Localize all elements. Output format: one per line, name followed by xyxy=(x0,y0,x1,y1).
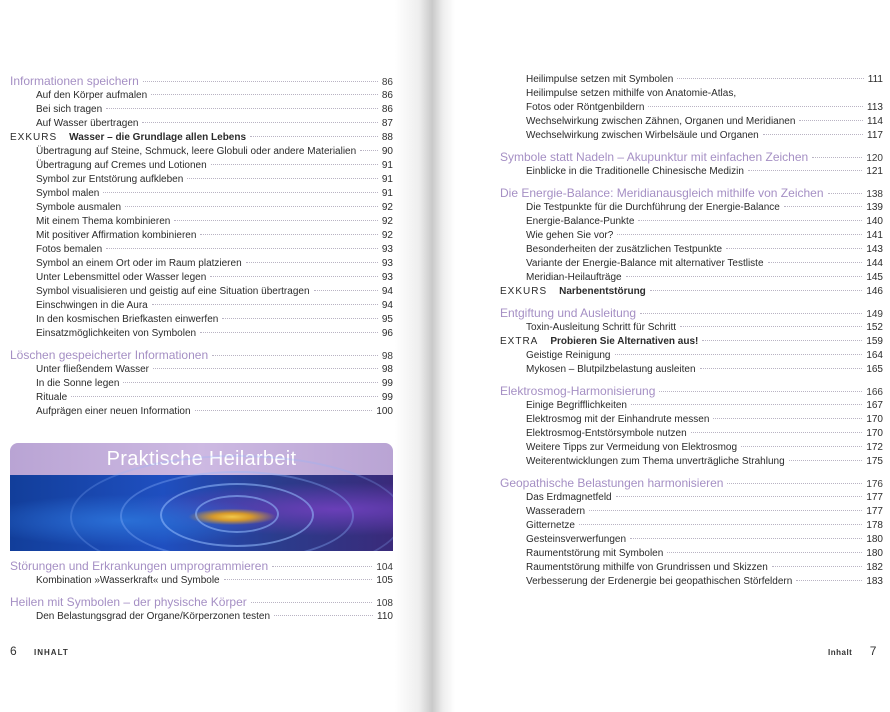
page-number: 105 xyxy=(376,575,393,586)
leader-dots xyxy=(250,136,378,137)
toc-entry[interactable] xyxy=(500,533,883,547)
footer-page-number: 7 xyxy=(869,644,877,658)
page-number: 159 xyxy=(866,336,883,347)
page-number: 143 xyxy=(866,244,883,255)
page-number: 108 xyxy=(376,598,393,609)
toc-entry-title: Wechselwirkung zwischen Wirbelsäule und Organen xyxy=(526,130,759,141)
toc-entry-title: Das Erdmagnetfeld xyxy=(526,492,612,503)
page-number: 141 xyxy=(866,230,883,241)
leader-dots xyxy=(784,206,862,207)
toc-entry[interactable] xyxy=(500,101,883,115)
banner-title: Praktische Heilarbeit xyxy=(10,443,393,475)
toc-entry[interactable] xyxy=(500,115,883,129)
toc-entry[interactable] xyxy=(500,321,883,335)
page-number: 91 xyxy=(381,188,393,199)
toc-heading-title: Informationen speichern xyxy=(10,74,139,88)
page-number: 146 xyxy=(866,286,883,297)
toc-entry-title: Auf den Körper aufmalen xyxy=(36,90,148,101)
page-number: 110 xyxy=(377,611,393,622)
toc-entry[interactable] xyxy=(500,243,883,257)
toc-left-top xyxy=(10,73,393,419)
page-number: 86 xyxy=(381,77,393,88)
page-number: 165 xyxy=(866,364,883,375)
leader-dots xyxy=(799,120,863,121)
toc-entry[interactable] xyxy=(10,215,393,229)
leader-dots xyxy=(630,538,862,539)
toc-entry[interactable] xyxy=(500,349,883,363)
toc-heading-title: Die Energie-Balance: Meridianausgleich mithilfe von Zeichen xyxy=(500,186,824,200)
leader-dots xyxy=(579,524,862,525)
toc-heading[interactable] xyxy=(500,305,883,321)
leader-dots xyxy=(748,170,862,171)
leader-dots xyxy=(152,304,378,305)
leader-dots xyxy=(626,276,863,277)
toc-entry[interactable] xyxy=(500,399,883,413)
page-number: 167 xyxy=(866,400,883,411)
page-number: 93 xyxy=(381,272,393,283)
leader-dots xyxy=(796,580,862,581)
leader-dots xyxy=(224,579,373,580)
toc-entry-title: Wasser – die Grundlage allen Lebens xyxy=(69,132,247,143)
page-number: 92 xyxy=(381,202,393,213)
page-number: 90 xyxy=(381,146,393,157)
toc-entry[interactable] xyxy=(500,519,883,533)
leader-dots xyxy=(211,164,378,165)
toc-entry[interactable] xyxy=(10,363,393,377)
leader-dots xyxy=(763,134,863,135)
toc-entry[interactable] xyxy=(500,547,883,561)
leader-dots xyxy=(123,382,377,383)
leader-dots xyxy=(700,368,863,369)
toc-entry-title: Symbol an einem Ort oder im Raum platzieren xyxy=(36,258,242,269)
toc-entry-title: Fotos bemalen xyxy=(36,244,103,255)
toc-entry[interactable] xyxy=(500,165,883,179)
toc-entry[interactable] xyxy=(10,271,393,285)
leader-dots xyxy=(789,460,863,461)
leader-dots xyxy=(741,446,862,447)
book-gutter xyxy=(395,0,455,712)
leader-dots xyxy=(251,602,373,603)
toc-entry[interactable] xyxy=(500,73,883,87)
page-number: 92 xyxy=(381,216,393,227)
toc-entry-title: Raumentstörung mit Symbolen xyxy=(526,548,664,559)
leader-dots xyxy=(640,313,862,314)
page-number: 114 xyxy=(867,116,883,127)
toc-entry[interactable] xyxy=(10,257,393,271)
page-number: 180 xyxy=(866,548,883,559)
toc-entry-title: Einige Begrifflichkeiten xyxy=(526,400,627,411)
leader-dots xyxy=(680,326,862,327)
leader-dots xyxy=(667,552,862,553)
toc-entry[interactable] xyxy=(10,117,393,131)
left-footer xyxy=(10,644,69,658)
toc-heading-title: Heilen mit Symbolen – der physische Körper xyxy=(10,595,247,609)
toc-entry-title: Übertragung auf Steine, Schmuck, leere Globuli oder andere Materialien xyxy=(36,146,357,157)
toc-entry-title: Heilimpulse setzen mit Symbolen xyxy=(526,74,674,85)
page-number: 138 xyxy=(866,189,883,200)
leader-dots xyxy=(200,332,378,333)
toc-entry-title: Wechselwirkung zwischen Zähnen, Organen und Meridianen xyxy=(526,116,796,127)
toc-entry-title: Weiterentwicklungen zum Thema unverträgliche Strahlung xyxy=(526,456,785,467)
toc-entry-title: Heilimpulse setzen mithilfe von Anatomie-Atlas, xyxy=(526,88,737,99)
page-number: 100 xyxy=(376,406,393,417)
toc-entry[interactable] xyxy=(500,201,883,215)
leader-dots xyxy=(187,178,378,179)
leader-dots xyxy=(631,404,862,405)
page-number: 104 xyxy=(376,562,393,573)
page-number: 86 xyxy=(381,90,393,101)
page-number: 111 xyxy=(867,74,883,85)
leader-dots xyxy=(768,262,863,263)
toc-exkurs[interactable] xyxy=(10,131,393,145)
toc-entry-title: Toxin-Ausleitung Schritt für Schritt xyxy=(526,322,677,333)
toc-entry-title: Mit positiver Affirmation kombinieren xyxy=(36,230,197,241)
toc-entry-title: Symbol zur Entstörung aufkleben xyxy=(36,174,184,185)
page-number: 98 xyxy=(381,364,393,375)
toc-entry-title: Die Testpunkte für die Durchführung der Energie-Balance xyxy=(526,202,780,213)
toc-entry[interactable] xyxy=(10,187,393,201)
toc-entry-title: Auf Wasser übertragen xyxy=(36,118,139,129)
toc-entry-title: In die Sonne legen xyxy=(36,378,120,389)
toc-heading-title: Elektrosmog-Harmonisierung xyxy=(500,384,656,398)
toc-entry-title: Elektrosmog mit der Einhandrute messen xyxy=(526,414,710,425)
toc-entry-title: Einschwingen in die Aura xyxy=(36,300,148,311)
toc-entry-title: Verbesserung der Erdenergie bei geopathischen Störfeldern xyxy=(526,576,793,587)
toc-entry-title: Elektrosmog-Entstörsymbole nutzen xyxy=(526,428,687,439)
toc-right xyxy=(500,73,883,589)
page-number: 91 xyxy=(381,160,393,171)
toc-entry[interactable] xyxy=(500,229,883,243)
toc-entry[interactable] xyxy=(10,243,393,257)
extra-tag: EXTRA xyxy=(500,336,539,347)
toc-entry-title: Unter fließendem Wasser xyxy=(36,364,149,375)
footer-label: Inhalt xyxy=(828,648,853,657)
toc-entry[interactable] xyxy=(10,173,393,187)
toc-entry-title: Unter Lebensmittel oder Wasser legen xyxy=(36,272,207,283)
toc-entry-title: Probieren Sie Alternativen aus! xyxy=(550,336,699,347)
leader-dots xyxy=(195,410,373,411)
leader-dots xyxy=(726,248,862,249)
page-number: 172 xyxy=(866,442,883,453)
page-number: 180 xyxy=(866,534,883,545)
toc-entry[interactable] xyxy=(500,271,883,285)
toc-entry-title: Symbole ausmalen xyxy=(36,202,122,213)
toc-heading[interactable] xyxy=(10,73,393,89)
toc-entry[interactable] xyxy=(10,610,393,624)
toc-entry-title: Einsatzmöglichkeiten von Symbolen xyxy=(36,328,197,339)
toc-entry[interactable] xyxy=(500,87,883,101)
section-banner xyxy=(10,443,393,551)
leader-dots xyxy=(151,94,378,95)
page-number: 177 xyxy=(866,506,883,517)
page-number: 113 xyxy=(867,102,883,113)
toc-entry-title: Bei sich tragen xyxy=(36,104,103,115)
toc-entry-title: Rituale xyxy=(36,392,68,403)
toc-heading-title: Symbole statt Nadeln – Akupunktur mit einfachen Zeichen xyxy=(500,150,809,164)
toc-heading[interactable] xyxy=(500,149,883,165)
toc-entry-title: Energie-Balance-Punkte xyxy=(526,216,635,227)
toc-heading[interactable] xyxy=(10,594,393,610)
leader-dots xyxy=(615,354,863,355)
toc-entry-title: Kombination »Wasserkraft« und Symbole xyxy=(36,575,220,586)
toc-entry-title: Übertragung auf Cremes und Lotionen xyxy=(36,160,207,171)
leader-dots xyxy=(314,290,378,291)
toc-entry-title: Meridian-Heilaufträge xyxy=(526,272,622,283)
toc-entry[interactable] xyxy=(500,427,883,441)
page-number: 93 xyxy=(381,244,393,255)
page-number: 176 xyxy=(866,479,883,490)
toc-extra[interactable] xyxy=(500,335,883,349)
page-number: 145 xyxy=(866,272,883,283)
toc-heading[interactable] xyxy=(500,475,883,491)
toc-entry[interactable] xyxy=(10,405,393,419)
page-number: 182 xyxy=(866,562,883,573)
leader-dots xyxy=(677,78,864,79)
toc-heading[interactable] xyxy=(500,383,883,399)
page-number: 183 xyxy=(866,576,883,587)
toc-entry-title: Mykosen – Blutpilzbelastung ausleiten xyxy=(526,364,696,375)
toc-entry-title: In den kosmischen Briefkasten einwerfen xyxy=(36,314,219,325)
page-number: 152 xyxy=(866,322,883,333)
toc-entry[interactable] xyxy=(500,455,883,469)
toc-entry-title: Besonderheiten der zusätzlichen Testpunkte xyxy=(526,244,723,255)
leader-dots xyxy=(106,248,378,249)
page-number: 164 xyxy=(866,350,883,361)
leader-dots xyxy=(210,276,378,277)
toc-entry-title: Aufprägen einer neuen Information xyxy=(36,406,191,417)
page-number: 88 xyxy=(381,132,393,143)
leader-dots xyxy=(153,368,378,369)
leader-dots xyxy=(772,566,863,567)
leader-dots xyxy=(812,157,862,158)
leader-dots xyxy=(272,566,372,567)
leader-dots xyxy=(106,108,378,109)
toc-entry[interactable] xyxy=(500,441,883,455)
leader-dots xyxy=(142,122,377,123)
page-number: 98 xyxy=(381,351,393,362)
leader-dots xyxy=(617,234,862,235)
toc-entry[interactable] xyxy=(500,257,883,271)
right-footer xyxy=(828,644,876,658)
toc-entry[interactable] xyxy=(10,574,393,588)
toc-entry-title: Mit einem Thema kombinieren xyxy=(36,216,171,227)
toc-entry[interactable] xyxy=(10,103,393,117)
page-number: 99 xyxy=(381,392,393,403)
toc-entry-title: Den Belastungsgrad der Organe/Körperzonen testen xyxy=(36,611,271,622)
toc-entry[interactable] xyxy=(500,129,883,143)
toc-entry-title: Wasseradern xyxy=(526,506,586,517)
leader-dots xyxy=(143,81,378,82)
page-number: 96 xyxy=(381,328,393,339)
toc-entry-title: Raumentstörung mithilfe von Grundrissen und Skizzen xyxy=(526,562,768,573)
toc-entry[interactable] xyxy=(10,327,393,341)
page-number: 91 xyxy=(381,174,393,185)
toc-entry[interactable] xyxy=(10,299,393,313)
toc-heading-title: Störungen und Erkrankungen umprogrammieren xyxy=(10,559,269,573)
toc-entry-title: Symbol malen xyxy=(36,188,100,199)
toc-entry[interactable] xyxy=(10,285,393,299)
page-number: 166 xyxy=(866,387,883,398)
leader-dots xyxy=(174,220,378,221)
toc-entry[interactable] xyxy=(10,229,393,243)
toc-entry-title: Geistige Reinigung xyxy=(526,350,611,361)
water-ripple-image xyxy=(10,475,393,551)
toc-entry-title: Symbol visualisieren und geistig auf eine Situation übertragen xyxy=(36,286,310,297)
page-number: 177 xyxy=(866,492,883,503)
toc-heading-title: Löschen gespeicherter Informationen xyxy=(10,348,209,362)
leader-dots xyxy=(648,106,863,107)
leader-dots xyxy=(360,150,378,151)
page-number: 140 xyxy=(866,216,883,227)
leader-dots xyxy=(727,483,862,484)
toc-entry[interactable] xyxy=(10,89,393,103)
toc-entry-title: Fotos oder Röntgenbildern xyxy=(526,102,645,113)
leader-dots xyxy=(650,290,863,291)
leader-dots xyxy=(222,318,378,319)
exkurs-tag: EXKURS xyxy=(500,286,548,297)
toc-heading-title: Entgiftung und Ausleitung xyxy=(500,306,637,320)
toc-entry[interactable] xyxy=(10,201,393,215)
page-number: 178 xyxy=(866,520,883,531)
page-number: 87 xyxy=(381,118,393,129)
toc-entry-title: Einblicke in die Traditionelle Chinesische Medizin xyxy=(526,166,744,177)
page-number: 94 xyxy=(381,286,393,297)
toc-entry-title: Wie gehen Sie vor? xyxy=(526,230,614,241)
toc-entry[interactable] xyxy=(500,215,883,229)
page-number: 144 xyxy=(866,258,883,269)
leader-dots xyxy=(103,192,378,193)
leader-dots xyxy=(713,418,862,419)
toc-entry[interactable] xyxy=(10,391,393,405)
toc-entry-title: Weitere Tipps zur Vermeidung von Elektrosmog xyxy=(526,442,738,453)
page-number: 149 xyxy=(866,309,883,320)
footer-page-number: 6 xyxy=(10,644,17,658)
toc-left-bottom xyxy=(10,558,393,624)
page-number: 92 xyxy=(381,230,393,241)
toc-entry[interactable] xyxy=(500,505,883,519)
leader-dots xyxy=(212,355,378,356)
leader-dots xyxy=(702,340,862,341)
leader-dots xyxy=(200,234,377,235)
toc-heading[interactable] xyxy=(10,558,393,574)
toc-entry[interactable] xyxy=(10,313,393,327)
page-number: 175 xyxy=(866,456,883,467)
page-number: 94 xyxy=(381,300,393,311)
page-number: 93 xyxy=(381,258,393,269)
page-number: 117 xyxy=(867,130,883,141)
toc-entry[interactable] xyxy=(500,575,883,589)
leader-dots xyxy=(638,220,862,221)
page-number: 121 xyxy=(866,166,883,177)
toc-heading[interactable] xyxy=(10,347,393,363)
toc-entry-title: Narbenentstörung xyxy=(559,286,646,297)
exkurs-tag: EXKURS xyxy=(10,132,58,143)
toc-entry[interactable] xyxy=(10,145,393,159)
toc-entry[interactable] xyxy=(500,413,883,427)
toc-entry[interactable] xyxy=(500,491,883,505)
leader-dots xyxy=(246,262,378,263)
toc-entry[interactable] xyxy=(500,561,883,575)
leader-dots xyxy=(71,396,378,397)
page-number: 95 xyxy=(381,314,393,325)
page-number: 120 xyxy=(866,153,883,164)
toc-entry[interactable] xyxy=(10,159,393,173)
toc-heading-title: Geopathische Belastungen harmonisieren xyxy=(500,476,724,490)
leader-dots xyxy=(691,432,863,433)
page-number: 170 xyxy=(866,428,883,439)
toc-entry-title: Gitternetze xyxy=(526,520,575,531)
leader-dots xyxy=(659,391,862,392)
leader-dots xyxy=(274,615,373,616)
toc-entry-title: Variante der Energie-Balance mit alternativer Testliste xyxy=(526,258,764,269)
leader-dots xyxy=(828,193,863,194)
page-number: 170 xyxy=(866,414,883,425)
toc-entry[interactable] xyxy=(500,363,883,377)
footer-label: INHALT xyxy=(34,648,69,657)
toc-heading[interactable] xyxy=(500,185,883,201)
toc-exkurs[interactable] xyxy=(500,285,883,299)
toc-entry[interactable] xyxy=(10,377,393,391)
leader-dots xyxy=(125,206,378,207)
page-number: 86 xyxy=(381,104,393,115)
leader-dots xyxy=(616,496,863,497)
page-number: 99 xyxy=(381,378,393,389)
toc-entry-title: Gesteinsverwerfungen xyxy=(526,534,627,545)
page-number: 139 xyxy=(866,202,883,213)
leader-dots xyxy=(589,510,862,511)
